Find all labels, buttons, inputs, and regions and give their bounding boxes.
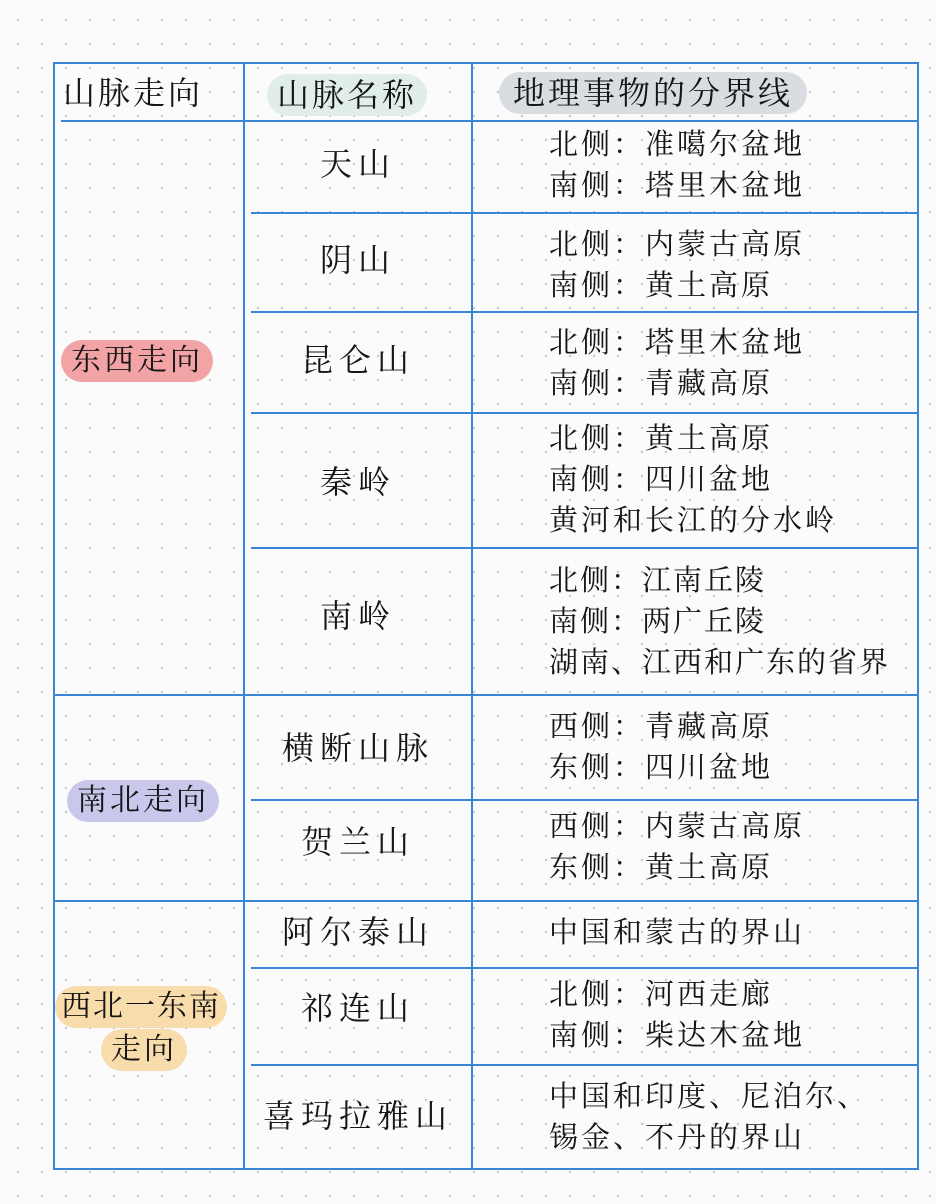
group-label-east-west: 东西走向 xyxy=(61,340,213,382)
boundary-text: 北侧：塔里木盆地 南侧：青藏高原 xyxy=(549,325,806,400)
header-divider xyxy=(61,120,917,122)
mountain-name: 阿尔泰山 xyxy=(281,913,434,951)
mountain-name: 喜玛拉雅山 xyxy=(262,1097,453,1135)
boundary-text: 北侧：黄土高原 南侧：四川盆地 黄河和长江的分水岭 xyxy=(549,421,838,537)
mountain-name: 昆仑山 xyxy=(300,341,415,379)
group-label-northwest-southeast-line2: 走向 xyxy=(101,1029,187,1071)
boundary-text: 北侧：江南丘陵 南侧：两广丘陵 湖南、江西和广东的省界 xyxy=(549,563,891,679)
group-divider xyxy=(55,900,917,902)
mountain-name: 天山 xyxy=(319,145,396,183)
mountain-name: 秦岭 xyxy=(319,463,396,501)
header-direction: 山脉走向 xyxy=(63,74,204,112)
boundary-text: 北侧：河西走廊 南侧：柴达木盆地 xyxy=(549,977,806,1052)
boundary-text: 北侧：内蒙古高原 南侧：黄土高原 xyxy=(549,227,806,302)
header-name: 山脉名称 xyxy=(267,74,427,116)
boundary-text: 西侧：青藏高原 东侧：四川盆地 xyxy=(549,709,774,784)
mountain-names xyxy=(245,64,471,1168)
boundary-text: 西侧：内蒙古高原 东侧：黄土高原 xyxy=(549,809,806,884)
group-divider xyxy=(55,694,917,696)
mountain-name: 南岭 xyxy=(319,597,396,635)
mountain-name: 阴山 xyxy=(319,241,396,279)
boundary-text: 中国和印度、尼泊尔、 锡金、不丹的界山 xyxy=(549,1079,870,1154)
mountain-name: 贺兰山 xyxy=(300,823,415,861)
boundary-text: 北侧：准噶尔盆地 南侧：塔里木盆地 xyxy=(549,127,806,202)
mountain-name: 横断山脉 xyxy=(281,729,434,767)
group-label-northwest-southeast: 西北一东南 xyxy=(55,986,227,1028)
boundary-text: 中国和蒙古的界山 xyxy=(549,915,806,949)
column-divider xyxy=(471,64,473,1168)
header-boundary: 地理事物的分界线 xyxy=(499,72,807,114)
mountain-range-table xyxy=(53,62,919,1170)
group-label-north-south: 南北走向 xyxy=(67,780,219,822)
mountain-name: 祁连山 xyxy=(300,989,415,1027)
